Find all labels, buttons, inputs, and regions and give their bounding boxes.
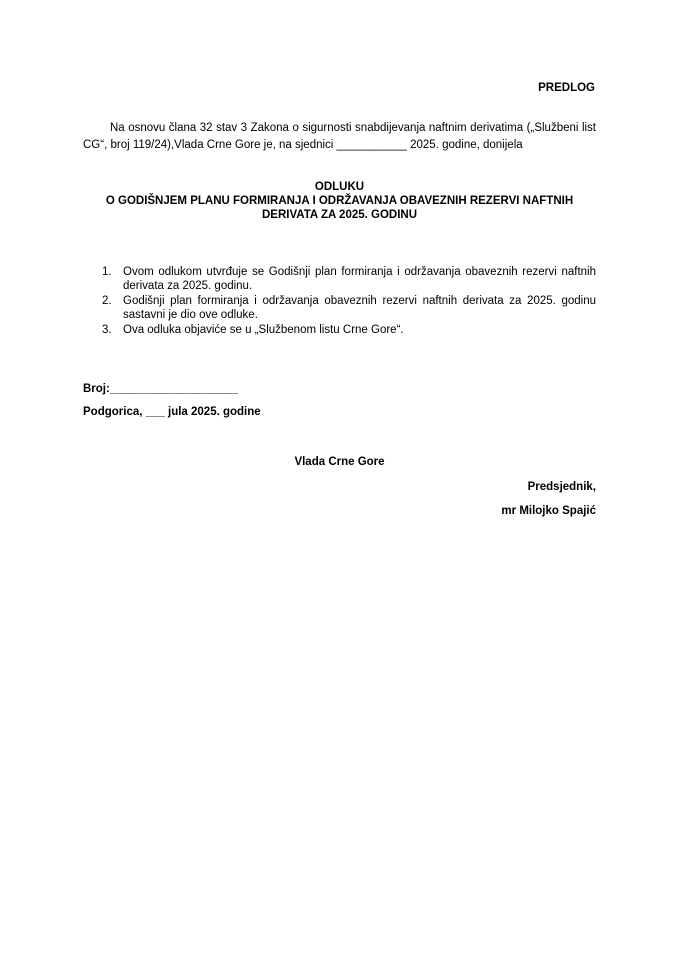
decision-articles-list: [83, 265, 596, 338]
document-status-label: PREDLOG: [538, 82, 595, 94]
signer-name: mr Milojko Spajić: [501, 505, 596, 517]
place-and-date: Podgorica, ___ jula 2025. godine: [83, 406, 261, 418]
list-item-text: Ovom odlukom utvrđuje se Godišnji plan formiranja i održavanja obaveznih rezervi naftnih derivata za 2025. godinu.: [123, 266, 596, 292]
reference-number: Broj:____________________: [83, 383, 238, 395]
list-item-number: 3.: [102, 324, 112, 336]
list-item: [83, 265, 596, 293]
list-item: [83, 323, 596, 337]
list-item-number: 2.: [102, 295, 112, 307]
decision-title: [83, 180, 596, 222]
list-item: [83, 294, 596, 322]
list-item-text: Ova odluka objaviće se u „Službenom listu Crne Gore“.: [123, 324, 404, 336]
decision-title-line-2: O GODIŠNJEM PLANU FORMIRANJA I ODRŽAVANJA OBAVEZNIH REZERVI NAFTNIH: [105, 195, 574, 207]
preamble-paragraph: Na osnovu člana 32 stav 3 Zakona o sigurnosti snabdijevanja naftnim derivatima („Službeni list CG“, broj 119/24),Vlada Crne Gore je, na sjednici ___________ 2025. godine, donijela: [83, 122, 596, 151]
issuing-authority: Vlada Crne Gore: [294, 456, 385, 468]
signer-title: Predsjednik,: [527, 481, 596, 493]
list-item-text: Godišnji plan formiranja i održavanja obaveznih rezervi naftnih derivata za 2025. godinu sastavni je dio ove odluke.: [123, 295, 596, 321]
decision-title-line-1: ODLUKU: [314, 181, 365, 193]
decision-title-line-3: DERIVATA ZA 2025. GODINU: [261, 209, 418, 221]
list-item-number: 1.: [102, 266, 112, 278]
